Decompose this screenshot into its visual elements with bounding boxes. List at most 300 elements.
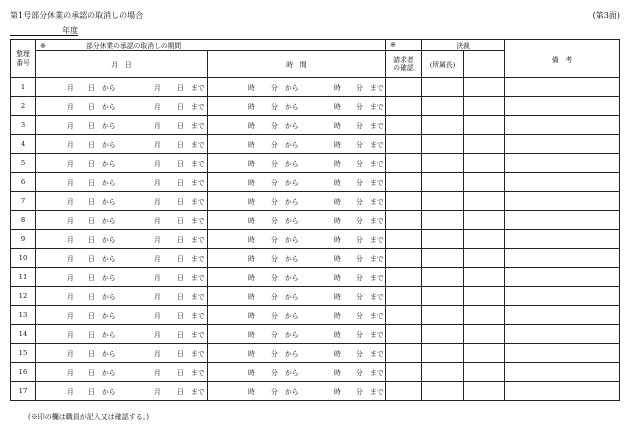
header-confirm-label-1: 請求者: [393, 55, 414, 64]
date-unit-day: 日: [88, 274, 95, 282]
time-unit-hour: 時: [248, 369, 255, 377]
date-cell[interactable]: [36, 287, 208, 306]
confirm-cell[interactable]: [386, 192, 422, 211]
row-number: 8: [11, 211, 36, 230]
time-unit-minute: 分: [356, 198, 363, 206]
decision-cell[interactable]: [464, 249, 505, 268]
date-unit-from: から: [102, 141, 116, 149]
date-unit-month: 月: [154, 141, 161, 149]
time-unit-minute: 分: [271, 255, 278, 263]
head-approval-cell[interactable]: [422, 135, 464, 154]
time-cell[interactable]: [208, 325, 386, 344]
date-unit-month: 月: [67, 255, 74, 263]
row-number: 1: [11, 78, 36, 97]
head-approval-cell[interactable]: [422, 363, 464, 382]
row-number: 4: [11, 135, 36, 154]
time-unit-minute: 分: [271, 312, 278, 320]
time-unit-minute: 分: [271, 160, 278, 168]
remarks-cell[interactable]: [505, 325, 620, 344]
time-cell[interactable]: [208, 306, 386, 325]
time-unit-minute: 分: [271, 293, 278, 301]
table-row: [11, 249, 620, 268]
date-unit-day: 日: [177, 160, 184, 168]
header-confirm: [386, 51, 422, 78]
row-number: 5: [11, 154, 36, 173]
time-unit-minute: 分: [356, 312, 363, 320]
date-unit-day: 日: [177, 255, 184, 263]
remarks-cell[interactable]: [505, 173, 620, 192]
time-unit-hour: 時: [248, 160, 255, 168]
time-cell[interactable]: [208, 268, 386, 287]
time-unit-from: から: [285, 312, 299, 320]
date-unit-to: まで: [191, 236, 205, 244]
time-unit-hour: 時: [334, 198, 341, 206]
date-unit-day: 日: [88, 331, 95, 339]
decision-cell[interactable]: [464, 116, 505, 135]
head-approval-cell[interactable]: [422, 306, 464, 325]
date-unit-day: 日: [88, 179, 95, 187]
date-unit-from: から: [102, 179, 116, 187]
date-unit-from: から: [102, 293, 116, 301]
time-unit-from: から: [285, 369, 299, 377]
date-unit-day: 日: [88, 255, 95, 263]
time-unit-hour: 時: [334, 350, 341, 358]
cancellation-table: [10, 39, 620, 401]
date-unit-day: 日: [177, 198, 184, 206]
time-unit-from: から: [285, 198, 299, 206]
date-unit-day: 日: [177, 293, 184, 301]
time-unit-hour: 時: [248, 388, 255, 396]
decision-cell[interactable]: [464, 230, 505, 249]
row-number: 11: [11, 268, 36, 287]
row-number: 15: [11, 344, 36, 363]
date-cell[interactable]: [36, 268, 208, 287]
date-unit-to: まで: [191, 350, 205, 358]
date-unit-month: 月: [67, 84, 74, 92]
date-unit-day: 日: [177, 122, 184, 130]
date-unit-to: まで: [191, 103, 205, 111]
head-approval-cell[interactable]: [422, 154, 464, 173]
date-cell[interactable]: [36, 211, 208, 230]
remarks-cell[interactable]: [505, 97, 620, 116]
date-cell[interactable]: [36, 249, 208, 268]
time-unit-hour: 時: [334, 255, 341, 263]
time-unit-minute: 分: [356, 331, 363, 339]
date-unit-day: 日: [177, 217, 184, 225]
asterisk-mark: ※: [40, 42, 46, 50]
time-unit-hour: 時: [334, 274, 341, 282]
confirm-cell[interactable]: [386, 97, 422, 116]
remarks-cell[interactable]: [505, 211, 620, 230]
table-row: [11, 116, 620, 135]
date-cell[interactable]: [36, 363, 208, 382]
time-unit-minute: 分: [356, 369, 363, 377]
time-unit-hour: 時: [248, 312, 255, 320]
remarks-cell[interactable]: [505, 135, 620, 154]
time-unit-hour: 時: [248, 331, 255, 339]
remarks-cell[interactable]: [505, 287, 620, 306]
row-number: 9: [11, 230, 36, 249]
confirm-cell[interactable]: [386, 287, 422, 306]
time-unit-from: から: [285, 179, 299, 187]
date-unit-month: 月: [154, 255, 161, 263]
time-unit-to: まで: [370, 236, 384, 244]
date-unit-from: から: [102, 255, 116, 263]
date-unit-from: から: [102, 369, 116, 377]
time-cell[interactable]: [208, 135, 386, 154]
date-unit-month: 月: [67, 274, 74, 282]
header-decision: [422, 40, 505, 51]
header-number-label-2: 番号: [16, 58, 30, 67]
time-cell[interactable]: [208, 230, 386, 249]
time-unit-from: から: [285, 217, 299, 225]
date-unit-from: から: [102, 312, 116, 320]
remarks-cell[interactable]: [505, 154, 620, 173]
table-row: [11, 154, 620, 173]
time-unit-from: から: [285, 255, 299, 263]
confirm-cell[interactable]: [386, 325, 422, 344]
decision-cell[interactable]: [464, 97, 505, 116]
time-cell[interactable]: [208, 363, 386, 382]
date-unit-day: 日: [177, 388, 184, 396]
head-approval-cell[interactable]: [422, 97, 464, 116]
time-unit-minute: 分: [356, 274, 363, 282]
time-cell[interactable]: [208, 192, 386, 211]
date-unit-from: から: [102, 388, 116, 396]
date-cell[interactable]: [36, 382, 208, 401]
remarks-cell[interactable]: [505, 268, 620, 287]
header-remarks: [505, 40, 620, 78]
time-cell[interactable]: [208, 211, 386, 230]
time-unit-minute: 分: [271, 179, 278, 187]
head-approval-cell[interactable]: [422, 268, 464, 287]
decision-cell[interactable]: [464, 192, 505, 211]
date-unit-to: まで: [191, 179, 205, 187]
decision-cell[interactable]: [464, 363, 505, 382]
time-unit-hour: 時: [334, 217, 341, 225]
date-unit-month: 月: [67, 388, 74, 396]
date-unit-month: 月: [154, 122, 161, 130]
header-confirm-mark: [386, 40, 422, 51]
time-cell[interactable]: [208, 382, 386, 401]
head-approval-cell[interactable]: [422, 382, 464, 401]
table-row: [11, 230, 620, 249]
time-unit-hour: 時: [334, 388, 341, 396]
date-unit-month: 月: [154, 312, 161, 320]
date-cell[interactable]: [36, 116, 208, 135]
head-approval-cell[interactable]: [422, 230, 464, 249]
time-cell[interactable]: [208, 344, 386, 363]
time-unit-minute: 分: [271, 388, 278, 396]
head-approval-cell[interactable]: [422, 325, 464, 344]
time-unit-minute: 分: [356, 255, 363, 263]
table-row: [11, 135, 620, 154]
date-unit-month: 月: [67, 160, 74, 168]
table-row: [11, 287, 620, 306]
time-cell[interactable]: [208, 78, 386, 97]
remarks-cell[interactable]: [505, 116, 620, 135]
header-decision-blank: [464, 51, 505, 78]
date-unit-to: まで: [191, 255, 205, 263]
header-remarks-label: 備 考: [551, 55, 573, 64]
time-unit-minute: 分: [356, 103, 363, 111]
header-number: [11, 40, 36, 78]
time-unit-minute: 分: [356, 122, 363, 130]
time-unit-minute: 分: [356, 388, 363, 396]
confirm-cell[interactable]: [386, 230, 422, 249]
date-unit-month: 月: [67, 350, 74, 358]
time-unit-to: まで: [370, 141, 384, 149]
time-unit-minute: 分: [356, 141, 363, 149]
table-row: [11, 306, 620, 325]
date-unit-to: まで: [191, 122, 205, 130]
decision-cell[interactable]: [464, 78, 505, 97]
time-unit-to: まで: [370, 217, 384, 225]
year-label: 年度: [62, 26, 78, 35]
time-unit-to: まで: [370, 274, 384, 282]
time-unit-minute: 分: [356, 350, 363, 358]
decision-cell[interactable]: [464, 135, 505, 154]
date-unit-month: 月: [154, 369, 161, 377]
time-unit-hour: 時: [248, 103, 255, 111]
row-number: 16: [11, 363, 36, 382]
decision-cell[interactable]: [464, 173, 505, 192]
date-cell[interactable]: [36, 78, 208, 97]
time-cell[interactable]: [208, 173, 386, 192]
time-unit-minute: 分: [271, 217, 278, 225]
date-unit-from: から: [102, 236, 116, 244]
date-unit-day: 日: [88, 312, 95, 320]
time-unit-minute: 分: [356, 179, 363, 187]
date-unit-to: まで: [191, 160, 205, 168]
date-unit-from: から: [102, 103, 116, 111]
time-unit-hour: 時: [248, 274, 255, 282]
time-cell[interactable]: [208, 154, 386, 173]
date-unit-month: 月: [67, 236, 74, 244]
date-unit-day: 日: [177, 84, 184, 92]
row-number: 17: [11, 382, 36, 401]
date-unit-day: 日: [88, 350, 95, 358]
time-unit-hour: 時: [248, 236, 255, 244]
time-unit-hour: 時: [334, 331, 341, 339]
table-row: [11, 268, 620, 287]
confirm-cell[interactable]: [386, 363, 422, 382]
time-unit-from: から: [285, 388, 299, 396]
head-approval-cell[interactable]: [422, 249, 464, 268]
date-unit-day: 日: [88, 236, 95, 244]
time-cell[interactable]: [208, 287, 386, 306]
header-time: [208, 51, 386, 78]
time-unit-hour: 時: [334, 103, 341, 111]
time-unit-minute: 分: [271, 350, 278, 358]
decision-cell[interactable]: [464, 382, 505, 401]
decision-cell[interactable]: [464, 344, 505, 363]
date-unit-month: 月: [154, 103, 161, 111]
date-unit-month: 月: [154, 388, 161, 396]
time-unit-hour: 時: [334, 179, 341, 187]
head-approval-cell[interactable]: [422, 173, 464, 192]
time-unit-from: から: [285, 141, 299, 149]
time-unit-from: から: [285, 160, 299, 168]
remarks-cell[interactable]: [505, 344, 620, 363]
date-unit-month: 月: [67, 141, 74, 149]
time-unit-minute: 分: [356, 84, 363, 92]
date-unit-day: 日: [88, 198, 95, 206]
date-unit-month: 月: [67, 179, 74, 187]
decision-cell[interactable]: [464, 325, 505, 344]
header-number-label-1: 整理: [16, 50, 30, 59]
date-unit-to: まで: [191, 274, 205, 282]
remarks-cell[interactable]: [505, 306, 620, 325]
table-row: [11, 192, 620, 211]
remarks-cell[interactable]: [505, 78, 620, 97]
date-unit-month: 月: [67, 103, 74, 111]
table-row: [11, 78, 620, 97]
confirm-cell[interactable]: [386, 249, 422, 268]
table-body: [11, 78, 620, 401]
date-unit-to: まで: [191, 369, 205, 377]
time-unit-hour: 時: [248, 122, 255, 130]
time-unit-hour: 時: [248, 179, 255, 187]
time-unit-minute: 分: [271, 369, 278, 377]
decision-cell[interactable]: [464, 306, 505, 325]
date-unit-day: 日: [88, 369, 95, 377]
date-unit-to: まで: [191, 312, 205, 320]
date-cell[interactable]: [36, 306, 208, 325]
time-unit-minute: 分: [271, 141, 278, 149]
table-row: [11, 173, 620, 192]
date-unit-to: まで: [191, 198, 205, 206]
date-unit-day: 日: [177, 103, 184, 111]
date-cell[interactable]: [36, 325, 208, 344]
date-unit-from: から: [102, 274, 116, 282]
time-unit-to: まで: [370, 160, 384, 168]
date-cell[interactable]: [36, 135, 208, 154]
header-period-label: 部分休業の承認の取消しの期間: [86, 42, 182, 50]
time-unit-from: から: [285, 331, 299, 339]
date-unit-month: 月: [154, 84, 161, 92]
time-unit-minute: 分: [356, 160, 363, 168]
head-approval-cell[interactable]: [422, 78, 464, 97]
date-unit-month: 月: [67, 217, 74, 225]
row-number: 7: [11, 192, 36, 211]
remarks-cell[interactable]: [505, 230, 620, 249]
header-date-label: 月 日: [111, 61, 132, 69]
time-unit-minute: 分: [271, 198, 278, 206]
decision-cell[interactable]: [464, 268, 505, 287]
date-unit-day: 日: [177, 331, 184, 339]
confirm-cell[interactable]: [386, 268, 422, 287]
date-unit-from: から: [102, 350, 116, 358]
decision-cell[interactable]: [464, 287, 505, 306]
confirm-cell[interactable]: [386, 116, 422, 135]
row-number: 13: [11, 306, 36, 325]
head-approval-cell[interactable]: [422, 344, 464, 363]
date-cell[interactable]: [36, 97, 208, 116]
date-unit-day: 日: [88, 217, 95, 225]
time-unit-minute: 分: [271, 274, 278, 282]
time-unit-to: まで: [370, 350, 384, 358]
date-cell[interactable]: [36, 154, 208, 173]
date-cell[interactable]: [36, 230, 208, 249]
time-cell[interactable]: [208, 116, 386, 135]
remarks-cell[interactable]: [505, 382, 620, 401]
row-number: 6: [11, 173, 36, 192]
time-unit-to: まで: [370, 293, 384, 301]
confirm-cell[interactable]: [386, 154, 422, 173]
confirm-cell[interactable]: [386, 382, 422, 401]
remarks-cell[interactable]: [505, 192, 620, 211]
head-approval-cell[interactable]: [422, 287, 464, 306]
remarks-cell[interactable]: [505, 363, 620, 382]
head-approval-cell[interactable]: [422, 211, 464, 230]
time-unit-to: まで: [370, 312, 384, 320]
head-approval-cell[interactable]: [422, 116, 464, 135]
confirm-cell[interactable]: [386, 211, 422, 230]
date-unit-day: 日: [88, 160, 95, 168]
confirm-cell[interactable]: [386, 135, 422, 154]
header-period-group: [36, 40, 386, 51]
time-unit-minute: 分: [271, 84, 278, 92]
time-unit-minute: 分: [356, 236, 363, 244]
header-date: [36, 51, 208, 78]
time-unit-minute: 分: [271, 236, 278, 244]
decision-cell[interactable]: [464, 211, 505, 230]
time-unit-to: まで: [370, 122, 384, 130]
time-unit-from: から: [285, 293, 299, 301]
date-unit-month: 月: [67, 312, 74, 320]
time-cell[interactable]: [208, 97, 386, 116]
date-cell[interactable]: [36, 173, 208, 192]
row-number: 3: [11, 116, 36, 135]
date-cell[interactable]: [36, 192, 208, 211]
date-unit-from: から: [102, 217, 116, 225]
confirm-cell[interactable]: [386, 78, 422, 97]
date-unit-day: 日: [177, 312, 184, 320]
confirm-cell[interactable]: [386, 173, 422, 192]
date-unit-day: 日: [177, 350, 184, 358]
date-unit-day: 日: [88, 103, 95, 111]
row-number: 2: [11, 97, 36, 116]
time-unit-minute: 分: [356, 293, 363, 301]
header-decision-label: 決裁: [456, 42, 470, 50]
decision-cell[interactable]: [464, 154, 505, 173]
date-cell[interactable]: [36, 344, 208, 363]
date-unit-to: まで: [191, 293, 205, 301]
time-unit-to: まで: [370, 369, 384, 377]
time-cell[interactable]: [208, 249, 386, 268]
date-unit-month: 月: [67, 198, 74, 206]
date-unit-month: 月: [67, 293, 74, 301]
table-row: [11, 97, 620, 116]
confirm-cell[interactable]: [386, 344, 422, 363]
time-unit-from: から: [285, 103, 299, 111]
time-unit-to: まで: [370, 179, 384, 187]
date-unit-from: から: [102, 331, 116, 339]
time-unit-hour: 時: [248, 350, 255, 358]
header-time-label: 時 間: [286, 61, 307, 69]
time-unit-hour: 時: [334, 84, 341, 92]
time-unit-from: から: [285, 84, 299, 92]
date-unit-month: 月: [67, 122, 74, 130]
remarks-cell[interactable]: [505, 249, 620, 268]
head-approval-cell[interactable]: [422, 192, 464, 211]
time-unit-hour: 時: [248, 255, 255, 263]
date-unit-to: まで: [191, 141, 205, 149]
header-confirm-label-2: の確認: [393, 64, 414, 72]
confirm-cell[interactable]: [386, 306, 422, 325]
table-row: [11, 382, 620, 401]
